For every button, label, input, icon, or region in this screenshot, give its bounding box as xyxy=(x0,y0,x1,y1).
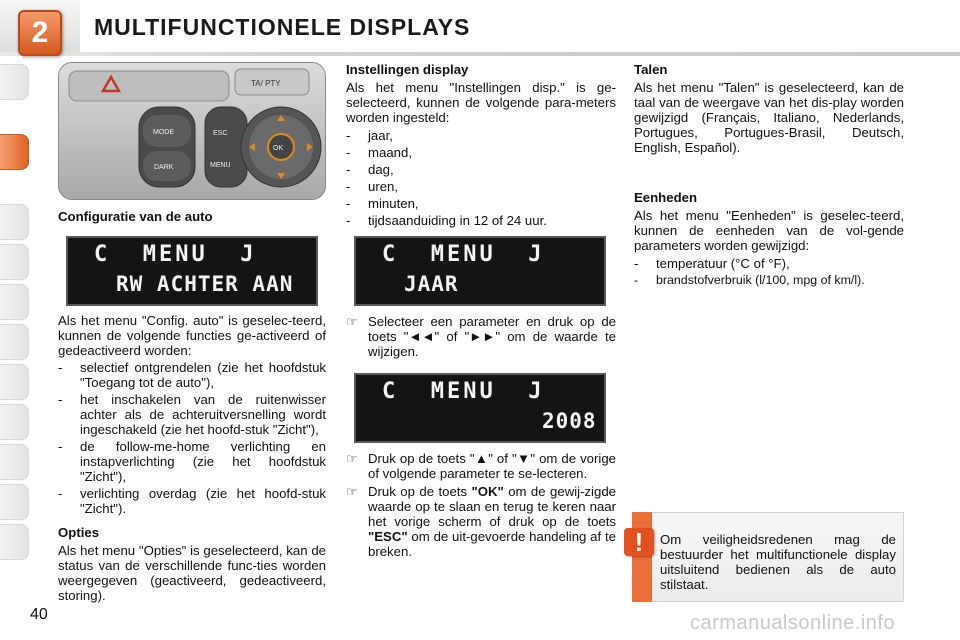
pointer-icon: ☞ xyxy=(346,451,358,466)
lcd-line-value: RW ACHTER AAN xyxy=(116,272,294,296)
chapter-tab-active[interactable] xyxy=(0,134,29,170)
opties-text: Als het menu "Opties" is geselecteerd, kan de status van de verschillende func-ties worden weergegeven (geactiveerd, gedeactiveerd, storing). xyxy=(58,543,326,603)
list-item: - jaar, xyxy=(346,128,393,143)
page-title: MULTIFUNCTIONELE DISPLAYS xyxy=(94,14,471,40)
list-item: - het inschakelen van de ruitenwisser achter als de achteruitversnelling wordt ingeschakeld (zie het hoofd-stuk "Zicht"), xyxy=(58,392,326,437)
list-item: - verlichting overdag (zie het hoofd-stuk "Zicht"). xyxy=(58,486,326,516)
list-item: - selectief ontgrendelen (zie het hoofdstuk "Toegang tot de auto"), xyxy=(58,360,326,390)
list-item: - uren, xyxy=(346,179,399,194)
step-select-parameter: ☞ Selecteer een parameter en druk op de toets "◄◄" of "►►" om de waarde te wijzigen. xyxy=(346,314,616,359)
warning-text: Om veiligheidsredenen mag de bestuurder het multifunctionele display uitsluitend bedienen als de auto stilstaat. xyxy=(660,532,896,592)
chapter-tab[interactable] xyxy=(0,484,29,520)
warning-icon: ! xyxy=(624,528,654,556)
list-item: - minuten, xyxy=(346,196,419,211)
mode-button-label: MODE xyxy=(153,129,174,136)
lcd-screen-config xyxy=(66,236,318,306)
pointer-icon: ☞ xyxy=(346,314,358,329)
chapter-tab[interactable] xyxy=(0,364,29,400)
chapter-tab[interactable] xyxy=(0,64,29,100)
list-item: - temperatuur (°C of °F), xyxy=(634,256,790,271)
ta-button-label: TA/ PTY xyxy=(251,79,281,88)
list-item: - tijdsaanduiding in 12 of 24 uur. xyxy=(346,213,547,228)
chapter-tab[interactable] xyxy=(0,284,29,320)
steps-block xyxy=(346,451,616,559)
display-settings-intro: Als het menu "Instellingen disp." is ge-selecteerd, kunnen de volgende para-meters worden ingesteld: xyxy=(346,80,616,125)
lcd-line-menu: C MENU J xyxy=(382,379,545,404)
step-prev-next: ☞ Druk op de toets "▲" of "▼" om de vorige of volgende parameter te se-lecteren. xyxy=(346,451,616,481)
list-item: - de follow-me-home verlichting en instapverlichting (zie het hoofdstuk "Zicht"), xyxy=(58,439,326,484)
control-panel-drawing xyxy=(59,63,325,199)
opties-heading: Opties xyxy=(58,525,100,540)
lcd-line-menu: C MENU J xyxy=(382,242,545,267)
chapter-tab[interactable] xyxy=(0,524,29,560)
config-intro: Als het menu "Config. auto" is geselec-teerd, kunnen de volgende functies ge-activeerd of gedeactiveerd worden: xyxy=(58,313,326,358)
chapter-tabs xyxy=(0,56,22,640)
units-block xyxy=(634,190,904,288)
chapter-badge: 2 xyxy=(18,10,62,56)
chapter-tab[interactable] xyxy=(0,204,29,240)
chapter-tab[interactable] xyxy=(0,324,29,360)
languages-heading: Talen xyxy=(634,62,668,77)
units-intro: Als het menu "Eenheden" is geselec-teerd, kunnen de eenheden van de vol-gende parameters worden gewijzigd: xyxy=(634,208,904,253)
chapter-tab[interactable] xyxy=(0,404,29,440)
warning-strip xyxy=(632,512,652,602)
ok-button-label: OK xyxy=(273,145,284,152)
esc-button-label: ESC xyxy=(213,130,228,137)
pointer-icon: ☞ xyxy=(346,484,358,499)
display-settings-heading: Instellingen display xyxy=(346,62,469,77)
watermark: carmanualsonline.info xyxy=(690,612,896,634)
chapter-tab[interactable] xyxy=(0,244,29,280)
display-settings-block xyxy=(346,62,616,228)
lcd-line-value: JAAR xyxy=(404,272,459,296)
languages-text: Als het menu "Talen" is geselecteerd, kan de taal van de weergave van het dis-play worden gewijzigd (Français, Italiano, Nederlands, Portugues, Portugues-Brasil, Deutsch, English, Español). xyxy=(634,80,904,155)
config-text-block xyxy=(58,313,326,603)
section-caption-config: Configuratie van de auto xyxy=(58,209,213,224)
lcd-screen-year-select xyxy=(354,236,606,306)
header-rule xyxy=(0,52,960,56)
list-item: - maand, xyxy=(346,145,412,160)
list-item: - brandstofverbruik (l/100, mpg of km/l). xyxy=(634,273,865,287)
lcd-line-menu: C MENU J xyxy=(94,242,257,267)
chapter-tab[interactable] xyxy=(0,444,29,480)
list-item: - dag, xyxy=(346,162,394,177)
lcd-screen-year-value xyxy=(354,373,606,443)
control-panel-photo xyxy=(58,62,326,200)
menu-button-label: MENU xyxy=(210,162,231,169)
lcd-line-value: 2008 xyxy=(542,409,597,433)
step-ok-esc: ☞ Druk op de toets "OK" om de gewij-zigde waarde op te slaan en terug te keren naar het vorige scherm of druk op de toets "ESC" om de uit-gevoerde handeling af te breken. xyxy=(346,484,616,559)
page-number: 40 xyxy=(30,606,48,623)
languages-block xyxy=(634,62,904,155)
units-heading: Eenheden xyxy=(634,190,698,205)
dark-button-label: DARK xyxy=(154,164,174,171)
